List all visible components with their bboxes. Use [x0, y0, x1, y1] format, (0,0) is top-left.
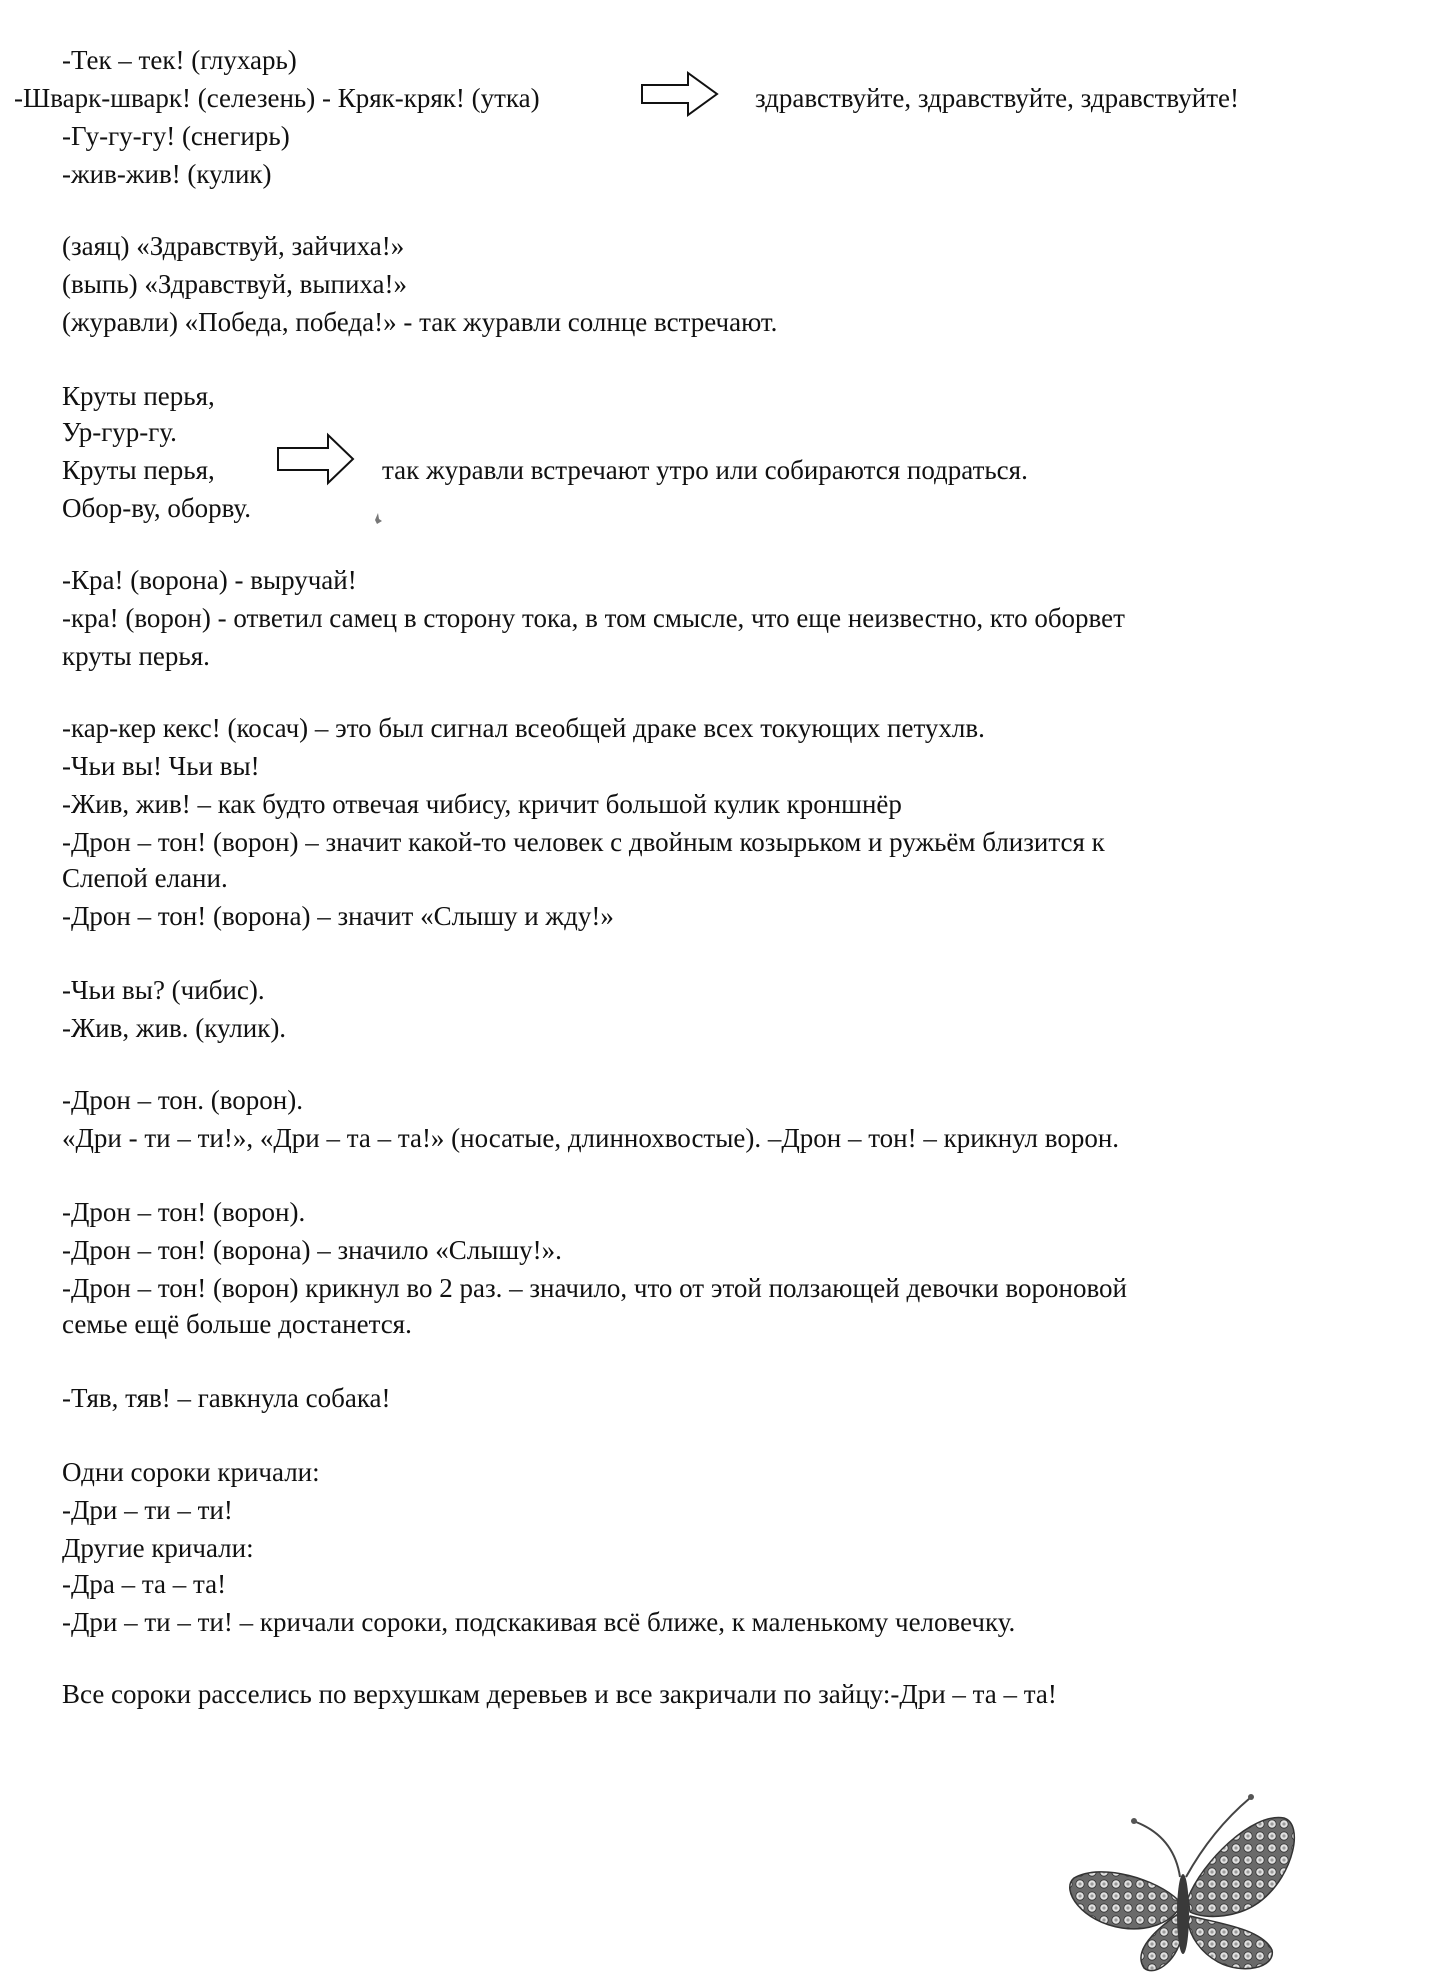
text-line: -Дрон – тон! (ворон) – значит какой-то человек с двойным козырьком и ружьём близится к — [62, 827, 1105, 857]
text-line: «Дри - ти – ти!», «Дри – та – та!» (носатые, длиннохвостые). –Дрон – тон! – крикнул ворон. — [62, 1123, 1120, 1153]
text-line: -Тяв, тяв! – гавкнула собака! — [62, 1383, 391, 1413]
text-line: -Жив, жив. (кулик). — [62, 1013, 287, 1043]
text-line: -Дрон – тон! (ворон). — [62, 1197, 306, 1227]
text-line: -Чьи вы? (чибис). — [62, 975, 265, 1005]
text-line: Ур-гур-гу. — [62, 417, 177, 447]
text-line: семье ещё больше достанется. — [62, 1309, 412, 1339]
text-line: так журавли встречают утро или собираются подраться. — [382, 455, 1028, 485]
text-line: -Дри – ти – ти! — [62, 1495, 233, 1525]
speck-mark — [372, 512, 384, 526]
text-line: -Жив, жив! – как будто отвечая чибису, кричит большой кулик кроншнёр — [62, 789, 902, 819]
text-line: (журавли) «Победа, победа!» - так журавли солнце встречают. — [62, 307, 778, 337]
right-arrow-icon — [640, 70, 720, 118]
text-line: -кар-кер кекс! (косач) – это был сигнал всеобщей драке всех токующих петухлв. — [62, 713, 985, 743]
text-line: Круты перья, — [62, 381, 215, 411]
butterfly-icon — [1062, 1782, 1302, 1975]
text-line: -Кра! (ворона) - выручай! — [62, 565, 357, 595]
text-line: -Чьи вы! Чьи вы! — [62, 751, 260, 781]
text-line: -Дри – ти – ти! – кричали сороки, подскакивая всё ближе, к маленькому человечку. — [62, 1607, 1016, 1637]
text-line: -Дрон – тон! (ворона) – значит «Слышу и жду!» — [62, 901, 614, 931]
text-line: Одни сороки кричали: — [62, 1457, 320, 1487]
text-line: круты перья. — [62, 641, 210, 671]
text-line: Круты перья, — [62, 455, 215, 485]
text-line: -Дрон – тон! (ворон) крикнул во 2 раз. – значило, что от этой ползающей девочки вороновой — [62, 1273, 1127, 1303]
text-line: Все сороки расселись по верхушкам деревьев и все закричали по зайцу:-Дри – та – та! — [62, 1679, 1057, 1709]
text-line: здравствуйте, здравствуйте, здравствуйте! — [755, 83, 1239, 113]
text-line: Обор-ву, оборву. — [62, 493, 251, 523]
text-line: -Гу-гу-гу! (снегирь) — [62, 121, 290, 151]
text-line: -Дра – та – та! — [62, 1569, 227, 1599]
text-line: (выпь) «Здравствуй, выпиха!» — [62, 269, 408, 299]
text-line: -Дрон – тон. (ворон). — [62, 1085, 303, 1115]
text-line: -Дрон – тон! (ворона) – значило «Слышу!». — [62, 1235, 562, 1265]
text-line: -Тек – тек! (глухарь) — [62, 45, 297, 75]
text-line: (заяц) «Здравствуй, зайчиха!» — [62, 231, 405, 261]
text-line: Слепой елани. — [62, 863, 228, 893]
text-line: -кра! (ворон) - ответил самец в сторону тока, в том смысле, что еще неизвестно, кто оборвет — [62, 603, 1125, 633]
text-line: -Шварк-шварк! (селезень) - Кряк-кряк! (утка) — [14, 83, 540, 113]
text-line: -жив-жив! (кулик) — [62, 159, 272, 189]
text-line: Другие кричали: — [62, 1533, 254, 1563]
right-arrow-icon — [276, 432, 356, 486]
